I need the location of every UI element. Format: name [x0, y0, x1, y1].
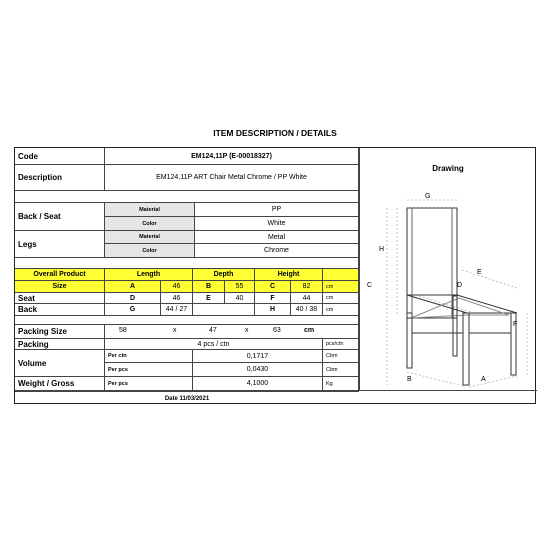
dim-label-d: D [457, 282, 463, 289]
back-unit: cm [323, 304, 359, 316]
dim-e-value: 40 [225, 293, 255, 304]
packing-x2: x [245, 327, 249, 334]
dim-a-value: 46 [161, 281, 193, 293]
volume-per-ctn: 0,1717 [193, 350, 323, 363]
legs-color: Chrome [195, 244, 359, 258]
back-seat-color-label: Color [105, 217, 195, 231]
dim-h-key: H [255, 304, 291, 316]
spacer-row [15, 316, 359, 325]
dim-f-key: F [255, 293, 291, 304]
dim-label-c: C [367, 282, 373, 289]
page-title: ITEM DESCRIPTION / DETAILS [213, 128, 337, 138]
depth-header: Depth [193, 269, 255, 281]
size-label: Size [15, 281, 105, 293]
dim-g-value: 44 / 27 [161, 304, 193, 316]
weight-value: 4,1000 [193, 377, 323, 391]
volume-per-pcs: 0,0430 [193, 363, 323, 377]
dim-label-b: B [407, 376, 412, 383]
dim-label-e: E [477, 269, 482, 276]
description-value: EM124,11P ART Chair Metal Chrome / PP White [105, 165, 359, 191]
unit-header [323, 269, 359, 281]
code-value: EM124,11P (E-00018327) [105, 148, 359, 165]
chair-leg-front-left [463, 313, 469, 385]
date-label: Date 11/03/2021 [15, 391, 359, 405]
drawing-header-box [359, 148, 537, 161]
code-label: Code [15, 148, 105, 165]
back-seat-material: PP [195, 203, 359, 217]
dim-d-key: D [105, 293, 161, 304]
packing-height: 63 [273, 327, 281, 334]
back-label: Back [15, 304, 105, 316]
overall-product-label: Overall Product [15, 269, 105, 281]
volume-per-pcs-label: Per pcs [105, 363, 193, 377]
packing-length: 58 [119, 327, 127, 334]
volume-label: Volume [15, 350, 105, 377]
dim-label-a: A [481, 376, 486, 383]
chair-seat [407, 295, 517, 313]
dim-e-key: E [193, 293, 225, 304]
dim-g-key: G [105, 304, 161, 316]
dim-label-h: H [379, 246, 385, 253]
legs-label: Legs [15, 231, 105, 258]
chair-drawing [359, 188, 537, 388]
spec-sheet [14, 147, 536, 404]
chair-leg-back-left [407, 313, 412, 368]
back-seat-color: White [195, 217, 359, 231]
dim-d-value: 46 [161, 293, 193, 304]
dim-c-key: C [255, 281, 291, 293]
weight-unit: Kg [323, 377, 359, 391]
legs-material-label: Material [105, 231, 195, 244]
packing-size-label: Packing Size [15, 325, 105, 339]
volume-unit-1: Cbm [323, 350, 359, 363]
back-depth-empty [193, 304, 255, 316]
dim-label-g: G [425, 193, 431, 200]
packing-label: Packing [15, 339, 105, 350]
volume-per-ctn-label: Per ctn [105, 350, 193, 363]
legs-material: Metal [195, 231, 359, 244]
dim-unit: cm [323, 281, 359, 293]
spacer-row [15, 191, 359, 203]
seat-unit: cm [323, 293, 359, 304]
packing-size-row [105, 325, 359, 339]
volume-unit-2: Cbm [323, 363, 359, 377]
dim-f-value: 44 [291, 293, 323, 304]
packing-width: 47 [209, 327, 217, 334]
weight-per-pcs-label: Per pcs [105, 377, 193, 391]
dim-b-value: 55 [225, 281, 255, 293]
packing-value: 4 pcs / ctn [105, 339, 323, 350]
legs-color-label: Color [105, 244, 195, 258]
back-seat-material-label: Material [105, 203, 195, 217]
drawing-title: Drawing [432, 164, 464, 173]
seat-label: Seat [15, 293, 105, 304]
dim-label-f: F [513, 321, 518, 328]
back-seat-label: Back / Seat [15, 203, 105, 231]
dim-b-key: B [193, 281, 225, 293]
length-header: Length [105, 269, 193, 281]
packing-unit-label: pcs/ctn [323, 339, 359, 350]
dim-h-value: 40 / 38 [291, 304, 323, 316]
spacer-row [15, 258, 359, 269]
packing-x1: x [173, 327, 177, 334]
packing-unit: cm [304, 327, 315, 334]
description-label: Description [15, 165, 105, 191]
height-header: Height [255, 269, 323, 281]
weight-label: Weight / Gross [15, 377, 105, 391]
dim-a-key: A [105, 281, 161, 293]
dim-c-value: 82 [291, 281, 323, 293]
